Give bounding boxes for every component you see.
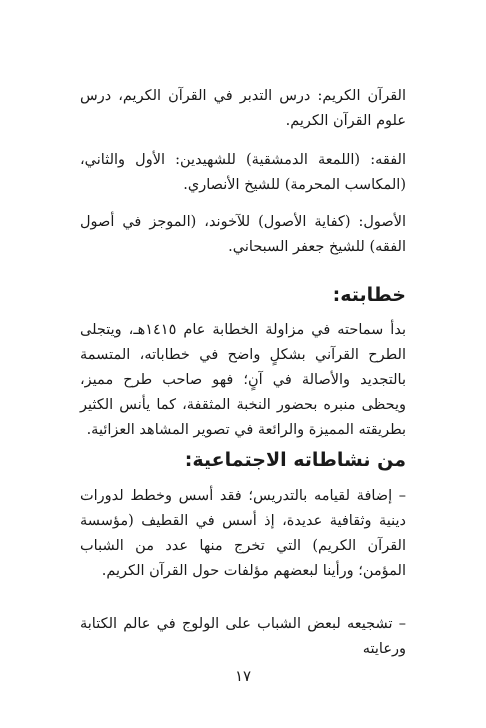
- page-number: ١٧: [234, 667, 252, 685]
- paragraph-social-activity-2: – تشجيعه لبعض الشباب على الولوج في عالم الكتابة ورعايته: [80, 616, 406, 657]
- paragraph-quran-studies: القرآن الكريم: درس التدبر في القرآن الكريم، درس علوم القرآن الكريم.: [80, 88, 406, 129]
- paragraph-social-activity-1: – إضافة لقيامه بالتدريس؛ فقد أسس وخطط لدورات دينية وثقافية عديدة، إذ أسس في القطيف (مؤسسة القرآن الكريم) التي تخرج منها عدد من الشباب المؤمن؛ ورأينا لبعضهم مؤلفات حول القرآن الكريم.: [80, 488, 406, 579]
- heading-social-activities: من نشاطاته الاجتماعية:: [184, 449, 406, 471]
- paragraph-usul-studies: الأصول: (كفاية الأصول) للآخوند، (الموجز في أصول الفقه) للشيخ جعفر السبحاني.: [80, 214, 406, 255]
- heading-khataba: خطابته:: [332, 284, 406, 306]
- paragraph-khataba: بدأ سماحته في مزاولة الخطابة عام ١٤١٥هـ، ويتجلى الطرح القرآني بشكلٍ واضح في خطاباته، المتسمة بالتجديد والأصالة في آنٍ؛ فهو صاحب طرح مميز، ويحظى منبره بحضور النخبة المثقفة، كما يأنس الكثير بطريقته المميزة والرائعة في تصوير المشاهد العزائية.: [80, 322, 406, 438]
- paragraph-fiqh-studies: الفقه: (اللمعة الدمشقية) للشهيدين: الأول والثاني، (المكاسب المحرمة) للشيخ الأنصاري.: [80, 152, 406, 193]
